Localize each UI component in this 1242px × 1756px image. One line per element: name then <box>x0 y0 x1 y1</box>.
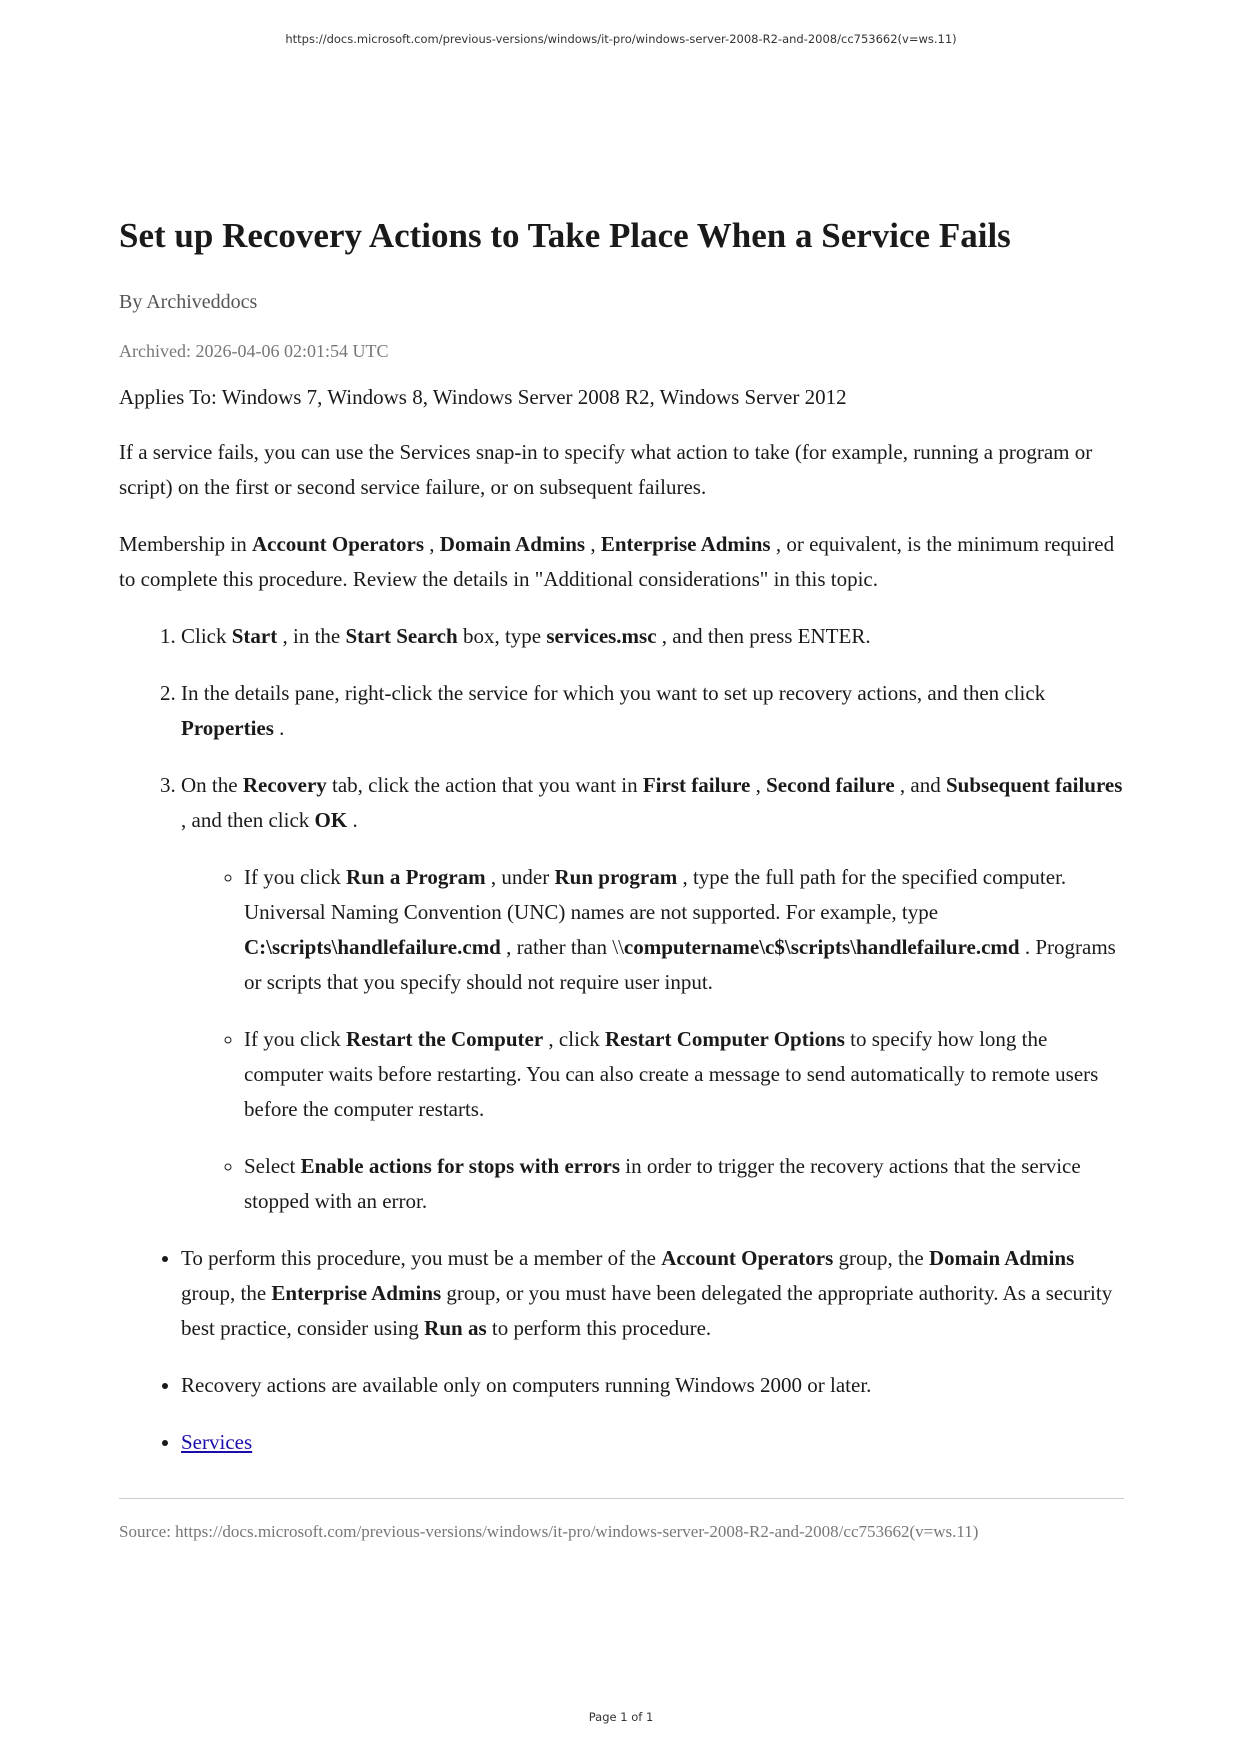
step-1: 1. Click Start , in the Start Search box, type services.msc , and then press ENTER. <box>181 619 1124 654</box>
recovery-options-list <box>181 860 1124 1219</box>
procedure-steps <box>119 619 1124 1219</box>
divider <box>119 1498 1124 1499</box>
membership-paragraph: Membership in Account Operators , Domain Admins , Enterprise Admins , or equivalent, is the minimum required to complete this procedure. Review the details in "Additional considerations" in this topic. <box>119 532 1115 591</box>
page-title: Set up Recovery Actions to Take Place When a Service Fails <box>119 216 1011 255</box>
additional-considerations-list <box>119 1241 1124 1460</box>
list-item-enable-actions: ◦ Select Enable actions for stops with errors in order to trigger the recovery actions that the service stopped with an error. <box>244 1149 1124 1219</box>
list-item-services-link <box>181 1425 1124 1460</box>
step-2: 2. In the details pane, right-click the service for which you want to set up recovery actions, and then click Properties . <box>181 676 1124 746</box>
note-membership: • To perform this procedure, you must be a member of the Account Operators group, the Domain Admins group, the Enterprise Admins group, or you must have been delegated the appropriate authority. As a security best practice, consider using Run as to perform this procedure. <box>181 1241 1124 1346</box>
applies-to: Applies To: Windows 7, Windows 8, Windows Server 2008 R2, Windows Server 2012 <box>119 385 847 409</box>
article <box>119 213 1124 1544</box>
source-url: Source: https://docs.microsoft.com/previous-versions/windows/it-pro/windows-server-2008-R2-and-2008/cc753662(v=ws.11) <box>119 1522 979 1541</box>
step-3: 3. On the Recovery tab, click the action that you want in First failure , Second failure , and Subsequent failures , and then click OK . ◦ If you click Run a Program , under Run program , type the full path for the specified computer. Universal Naming Convention (UNC) names are not supported. For example, type C:\scripts\handlefailure.cmd , rather than \\computername\c$\scripts\handlefailure.cmd . Programs or scripts that you specify should not require user input. ◦ If you click Restart the Computer , click Restart Computer Options to specify how long the computer waits before restarting. You can also create a message to send automatically to remote users before the computer restarts. ◦ Select Enable actions for stops with errors in order to trigger the recovery actions that the service stopped with an error. <box>181 768 1124 1219</box>
byline: By Archiveddocs <box>119 291 258 313</box>
header-url: https://docs.microsoft.com/previous-versions/windows/it-pro/windows-server-2008-R2-and-2008/cc753662(v=ws.11) <box>285 32 957 46</box>
services-link[interactable]: Services <box>181 1430 253 1454</box>
list-item-restart-computer: ◦ If you click Restart the Computer , click Restart Computer Options to specify how long the computer waits before restarting. You can also create a message to send automatically to remote users before the computer restarts. <box>244 1022 1124 1127</box>
intro-paragraph: If a service fails, you can use the Services snap-in to specify what action to take (for example, running a program or script) on the first or second service failure, or on subsequent failures. <box>119 440 1093 499</box>
page-number: Page 1 of 1 <box>588 1710 654 1724</box>
archived-date: Archived: 2026-04-06 02:01:54 UTC <box>119 341 389 361</box>
list-item-run-program: ◦ If you click Run a Program , under Run program , type the full path for the specified computer. Universal Naming Convention (UNC) names are not supported. For example, type C:\scripts\handlefailure.cmd , rather than \\computername\c$\scripts\handlefailure.cmd . Programs or scripts that you specify should not require user input. <box>244 860 1124 1000</box>
note-availability: • Recovery actions are available only on computers running Windows 2000 or later. <box>181 1368 1124 1403</box>
